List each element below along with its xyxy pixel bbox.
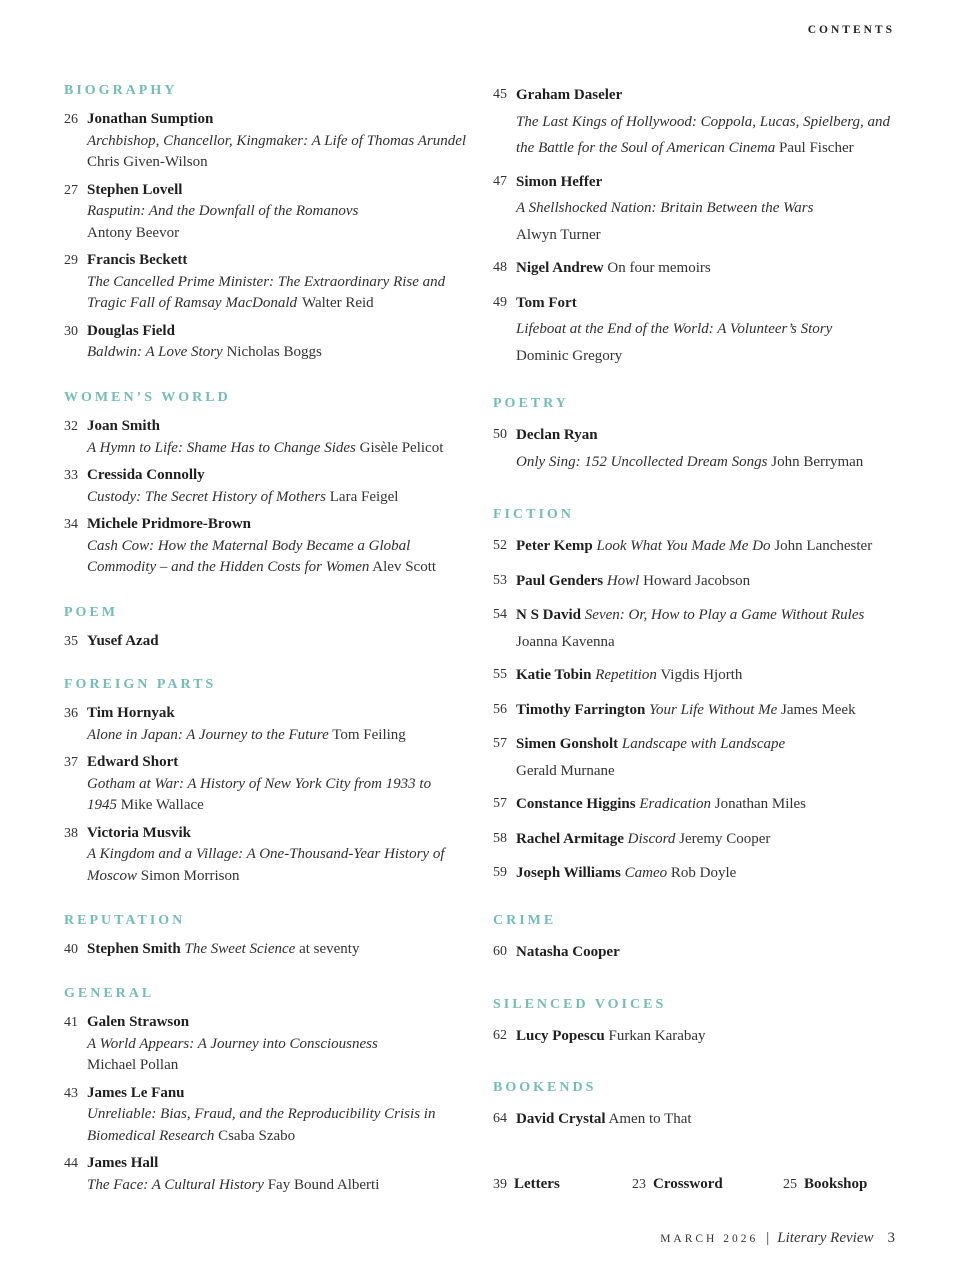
book-title: The Last Kings of Hollywood: Coppola, Lucas, Spielberg, and the Battle for the Soul of American Cinema [516,113,891,156]
toc-entry[interactable] [493,602,903,655]
book-author: Dominic Gregory [516,347,623,364]
link-label: Crossword [653,1176,723,1192]
section-poetry [493,395,903,482]
toc-entry[interactable] [493,290,903,370]
book-title: Custody: The Secret History of Mothers [87,488,326,505]
reviewer-name: Katie Tobin [516,667,592,683]
toc-entry[interactable] [64,465,474,508]
page-number: 44 [64,1156,78,1171]
toc-entry[interactable] [64,416,474,459]
reviewer-name: Joan Smith [87,418,160,434]
toc-entry[interactable] [64,514,474,579]
page-number: 29 [64,253,78,268]
book-author: Howard Jacobson [643,572,751,589]
page-number: 52 [493,538,507,553]
book-title: The Cancelled Prime Minister: The Extraordinary Rise and Tragic Fall of Ramsay MacDonald [87,273,446,311]
book-author: Walter Reid [302,295,374,311]
section-bookends [493,1079,903,1141]
reviewer-name: Stephen Lovell [87,181,183,198]
book-title: A World Appears: A Journey into Consciousness [87,1035,378,1052]
reviewer-name: Rachel Armitage [516,830,624,847]
page-number: 48 [493,260,507,275]
toc-entry[interactable] [64,180,474,245]
reviewer-name: Cressida Connolly [87,467,205,483]
toc-entry[interactable] [493,791,903,818]
section-heading: REPUTATION [64,913,186,928]
column-title: Amen to That [608,1111,692,1127]
page-number: 62 [493,1028,507,1043]
page-number: 33 [64,468,78,483]
reviewer-name: Lucy Popescu [516,1028,605,1044]
toc-entry[interactable] [493,697,903,724]
crossword-link[interactable] [632,1176,723,1193]
toc-entry[interactable] [493,568,903,595]
section-continued [493,82,903,376]
toc-entry[interactable] [493,1023,903,1050]
toc-entry[interactable] [64,250,474,315]
reviewer-name: Timothy Farrington [516,701,646,718]
book-author: John Lanchester [774,538,873,554]
reviewer-name: David Crystal [516,1111,606,1127]
page-number: 45 [493,87,507,102]
reviewer-name: Declan Ryan [516,427,598,443]
magazine-title: Literary Review [777,1230,874,1246]
book-title: Gotham at War: A History of New York City from 1933 to 1945 [87,775,432,813]
book-title: Only Sing: 152 Uncollected Dream Songs [516,453,768,470]
contents-label: CONTENTS [807,24,895,36]
book-title: Unreliable: Bias, Fraud, and the Reproducibility Crisis in Biomedical Research [87,1106,436,1144]
book-title: Rasputin: And the Downfall of the Romanovs [87,203,359,219]
book-title: Cash Cow: How the Maternal Body Became a Global Commodity – and the Hidden Costs for Women [87,537,411,575]
section-heading: BOOKENDS [493,1080,597,1095]
book-title: Baldwin: A Love Story [87,344,223,360]
reviewer-name: Tom Fort [516,294,577,311]
page-number: 43 [64,1085,78,1101]
book-author: Alev Scott [372,559,437,575]
book-author: Tom Feiling [332,726,406,743]
page-number: 26 [64,112,78,127]
book-author: Rob Doyle [670,865,737,881]
section-biography [64,82,474,370]
page-number: 41 [64,1015,78,1030]
section-womens-world [64,389,474,585]
section-heading: CRIME [493,913,557,928]
book-title: Seven: Or, How to Play a Game Without Rules [584,607,865,623]
bottom-links [493,1176,903,1200]
book-author: Mike Wallace [120,797,204,813]
reviewer-name: Joseph Williams [516,865,621,881]
page-number: 47 [493,173,507,189]
book-title: Howl [606,572,640,589]
reviewer-name: Stephen Smith [87,941,181,957]
toc-entry[interactable] [64,1153,474,1196]
page-number: 34 [64,517,78,532]
book-title: Eradication [639,796,712,812]
toc-entry[interactable] [493,255,903,282]
book-author: Vigdis Hjorth [660,667,743,683]
reviewer-name: Nigel Andrew [516,260,604,276]
book-title: Cameo [624,865,668,881]
section-fiction [493,506,903,895]
book-author: Chris Given-Wilson [87,154,208,170]
toc-entry[interactable] [493,731,903,784]
page-number: 53 [493,572,507,588]
link-label: Bookshop [804,1176,868,1192]
letters-link[interactable] [493,1176,560,1193]
reviewer-name: James Le Fanu [87,1084,185,1101]
book-author: John Berryman [771,453,864,470]
reviewer-name: Graham Daseler [516,87,623,103]
book-title: The Sweet Science [184,941,296,957]
page-number: 23 [632,1177,646,1192]
toc-entry[interactable] [493,860,903,887]
link-label: Letters [514,1176,560,1192]
book-title: The Face: A Cultural History [87,1176,264,1193]
reviewer-name: Natasha Cooper [516,944,620,960]
toc-entry[interactable] [64,1083,474,1148]
page-number: 50 [493,427,507,442]
toc-entry[interactable] [493,82,903,162]
page-number: 39 [493,1177,507,1192]
section-heading: SILENCED VOICES [493,997,667,1012]
section-heading: POETRY [493,396,569,411]
toc-entry[interactable] [64,939,474,961]
section-heading: BIOGRAPHY [64,83,178,98]
book-author: Jeremy Cooper [679,830,771,847]
toc-entry[interactable] [64,631,474,653]
entry-note: On four memoirs [607,260,711,276]
book-title: Your Life Without Me [649,701,778,718]
book-author: Nicholas Boggs [226,344,322,360]
page-number: 38 [64,825,78,841]
book-title: Discord [627,830,676,847]
book-title: Alone in Japan: A Journey to the Future [87,726,329,743]
book-title: Lifeboat at the End of the World: A Volunteer’s Story [516,321,833,337]
section-heading: FOREIGN PARTS [64,677,217,692]
toc-entry[interactable] [64,703,474,746]
section-reputation [64,912,474,967]
page-number: 58 [493,830,507,846]
reviewer-name: Yusef Azad [87,633,159,649]
book-author: Fay Bound Alberti [267,1176,380,1193]
reviewer-name: Edward Short [87,754,179,770]
book-title: Archbishop, Chancellor, Kingmaker: A Life of Thomas Arundel [87,132,467,149]
book-title: A Shellshocked Nation: Britain Between the Wars [516,200,814,216]
issue-date: MARCH 2026 [660,1233,759,1245]
book-author: Jonathan Miles [714,796,807,812]
book-author: Paul Fischer [779,140,854,156]
book-title: Look What You Made Me Do [596,538,771,554]
page-number: 40 [64,942,78,957]
section-heading: POEM [64,605,118,620]
reviewer-name: Michele Pridmore-Brown [87,516,251,532]
page-number: 56 [493,701,507,717]
section-general [64,985,474,1202]
footer-separator: | [766,1230,770,1246]
book-author: Alwyn Turner [516,226,601,243]
reviewer-name: Tim Hornyak [87,705,175,721]
book-title: A Hymn to Life: Shame Has to Change Sides [87,439,356,456]
toc-entry[interactable] [493,169,903,249]
reviewer-name: Constance Higgins [516,796,636,812]
page-number: 57 [493,736,507,751]
book-author: Simon Morrison [140,867,240,884]
toc-entry[interactable] [64,109,474,174]
page-number: 64 [493,1111,507,1126]
section-silenced-voices [493,996,903,1058]
book-author: Joanna Kavenna [516,633,615,650]
page-footer [660,1230,895,1247]
toc-entry[interactable] [64,321,474,364]
reviewer-name: James Hall [87,1155,159,1171]
toc-entry[interactable] [64,1012,474,1077]
entry-note: at seventy [299,941,360,957]
section-heading: GENERAL [64,986,155,1001]
section-heading: WOMEN’S WORLD [64,390,231,405]
reviewer-name: Victoria Musvik [87,824,192,841]
page-number: 57 [493,796,507,811]
page-number: 30 [64,323,78,339]
book-title: Repetition [595,667,657,683]
toc-entry[interactable] [493,533,903,560]
reviewer-name: Simen Gonsholt [516,736,619,752]
book-author: Michael Pollan [87,1057,179,1073]
reviewer-name: Francis Beckett [87,252,188,268]
section-crime [493,912,903,974]
book-author: Lara Feigel [329,488,399,505]
section-heading: FICTION [493,507,574,522]
page-number: 27 [64,182,78,198]
bookshop-link[interactable] [783,1176,867,1193]
book-author: Antony Beevor [87,224,180,241]
reviewer-name: Simon Heffer [516,173,603,190]
reviewer-name: Peter Kemp [516,538,593,554]
page-number: 59 [493,865,507,880]
book-author: Csaba Szabo [218,1127,296,1144]
book-title: A Kingdom and a Village: A One-Thousand-Year History of Moscow [87,846,445,884]
toc-entry[interactable] [493,826,903,853]
toc-entry[interactable] [493,662,903,689]
book-author: Gerald Murnane [516,762,615,779]
page-number: 49 [493,294,507,310]
toc-entry[interactable] [493,1106,903,1133]
page-number: 36 [64,706,78,721]
reviewer-name: Douglas Field [87,322,175,339]
toc-entry[interactable] [64,752,474,817]
toc-entry[interactable] [493,422,903,475]
footer-page-number: 3 [887,1230,895,1246]
toc-entry[interactable] [493,939,903,966]
subject-name: Furkan Karabay [608,1028,706,1044]
page-number: 32 [64,419,78,434]
page-number: 54 [493,607,507,622]
toc-entry[interactable] [64,823,474,888]
reviewer-name: Galen Strawson [87,1014,190,1030]
page-number: 60 [493,944,507,959]
page-number: 55 [493,667,507,682]
book-author: Gisèle Pelicot [359,439,444,456]
book-title: Landscape with Landscape [621,736,786,752]
reviewer-name: N S David [516,607,582,623]
book-author: James Meek [781,701,856,718]
reviewer-name: Paul Genders [516,572,604,589]
page-number: 25 [783,1177,797,1192]
page-number: 37 [64,755,78,770]
reviewer-name: Jonathan Sumption [87,111,214,127]
page-number: 35 [64,634,78,649]
section-poem [64,604,474,659]
section-foreign-parts [64,676,474,893]
